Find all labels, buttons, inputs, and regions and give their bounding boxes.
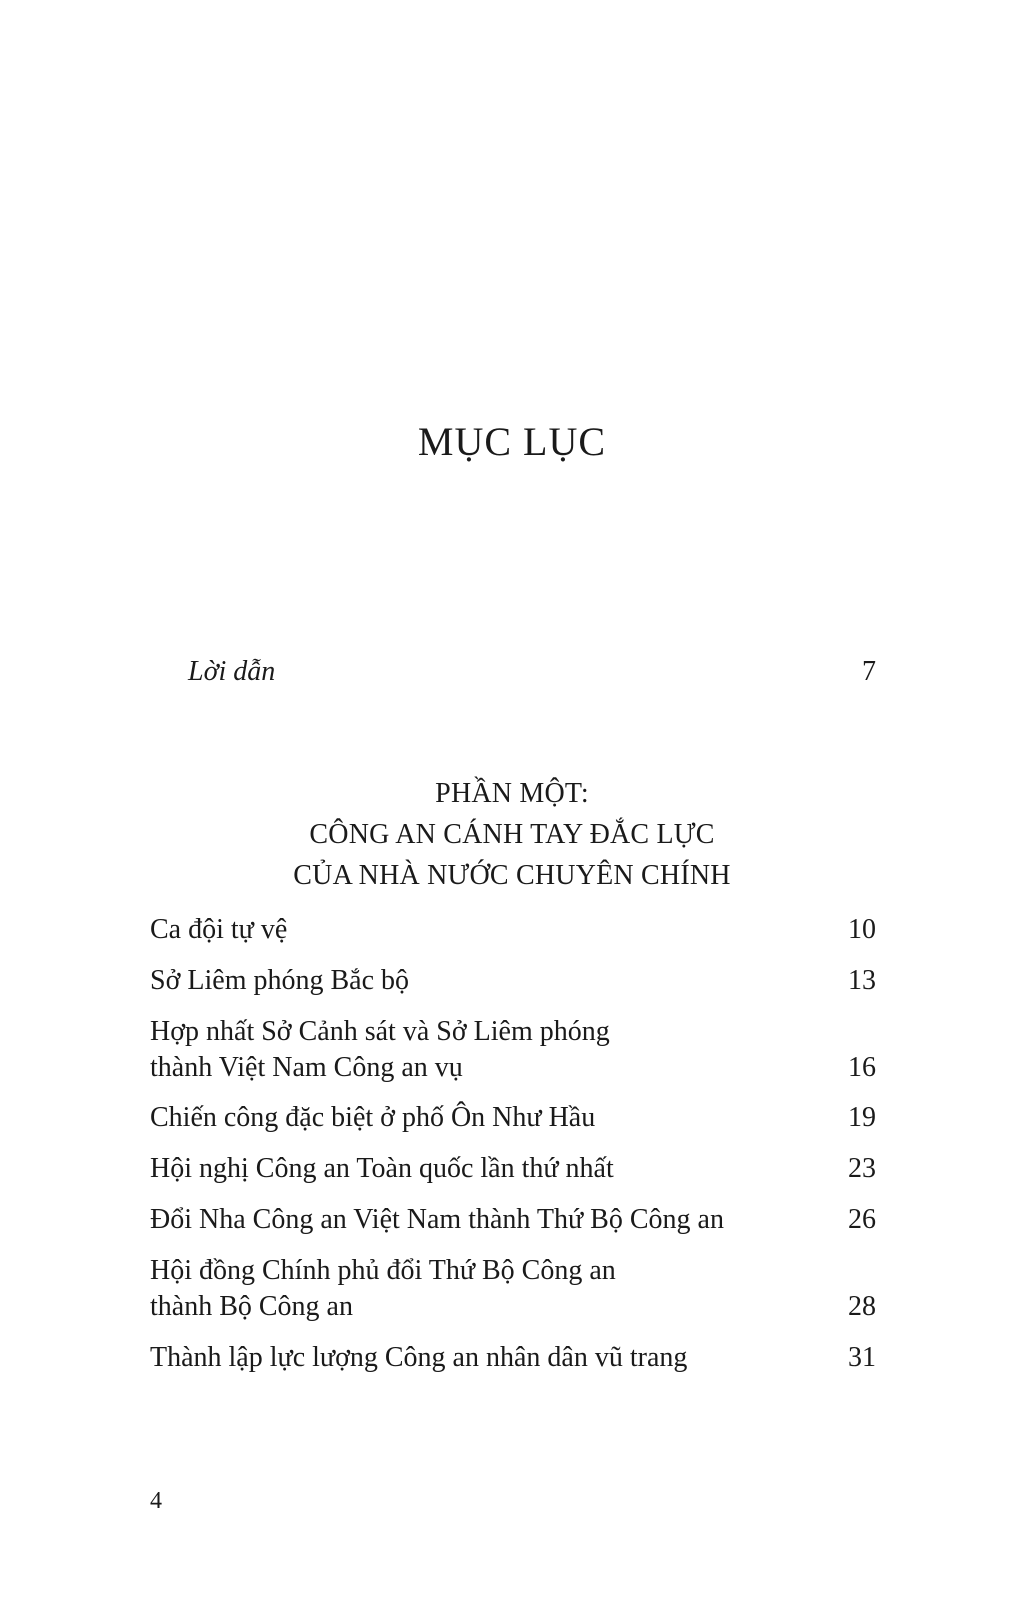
- toc-entry-page: 19: [848, 1102, 876, 1133]
- toc-entry-page: 16: [848, 1052, 876, 1083]
- toc-entry-title: Ca đội tự vệ: [150, 914, 288, 945]
- toc-entry: [150, 963, 876, 999]
- toc-entry: [150, 1151, 876, 1187]
- toc-entry-page: 31: [848, 1342, 876, 1373]
- toc-entry: [150, 1014, 876, 1086]
- toc-entry-page: 28: [848, 1291, 876, 1322]
- toc-entry: [150, 912, 876, 948]
- toc-entry-title: Đổi Nha Công an Việt Nam thành Thứ Bộ Công an: [150, 1204, 724, 1235]
- toc-intro-label: Lời dẫn: [188, 656, 276, 687]
- toc-entry: [150, 1100, 876, 1136]
- toc-entry-title: Chiến công đặc biệt ở phố Ôn Như Hầu: [150, 1102, 596, 1133]
- toc-entry-title: Hội nghị Công an Toàn quốc lần thứ nhất: [150, 1153, 614, 1184]
- part-heading-line-1: PHẦN MỘT:: [435, 778, 589, 809]
- toc-entry-page: 23: [848, 1153, 876, 1184]
- page-title: MỤC LỤC: [417, 419, 607, 464]
- toc-entry-title: Hội đồng Chính phủ đổi Thứ Bộ Công an thành Bộ Công an: [150, 1255, 616, 1322]
- toc-entry-page: 10: [848, 914, 876, 945]
- toc-intro-page: 7: [862, 656, 876, 687]
- toc-entry-page: 26: [848, 1204, 876, 1235]
- toc-entry: [150, 1202, 876, 1238]
- toc-entry: [150, 1340, 876, 1376]
- part-heading-line-3: CỦA NHÀ NƯỚC CHUYÊN CHÍNH: [293, 860, 731, 891]
- toc-entry-title: Sở Liêm phóng Bắc bộ: [150, 965, 409, 996]
- toc-entry-page: 13: [848, 965, 876, 996]
- toc-entry: [150, 1253, 876, 1325]
- toc-entry-title: Hợp nhất Sở Cảnh sát và Sở Liêm phóng thành Việt Nam Công an vụ: [150, 1016, 610, 1083]
- page-number: 4: [150, 1488, 162, 1514]
- toc-entry-title: Thành lập lực lượng Công an nhân dân vũ trang: [150, 1342, 688, 1373]
- part-heading-line-2: CÔNG AN CÁNH TAY ĐẮC LỰC: [309, 819, 715, 850]
